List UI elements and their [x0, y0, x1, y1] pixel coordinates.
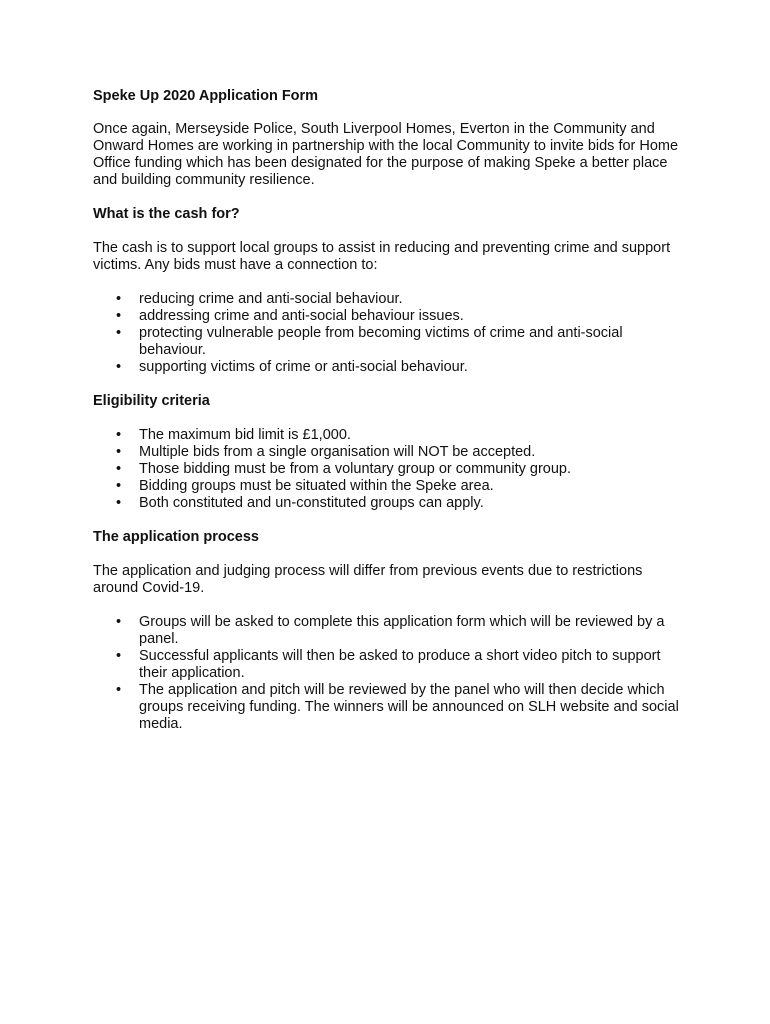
list-item-text: Those bidding must be from a voluntary group or community group.: [139, 461, 571, 477]
list-item: [93, 325, 683, 359]
process-heading: The application process: [93, 529, 259, 545]
list-item-text: Bidding groups must be situated within the Speke area.: [139, 478, 494, 494]
list-item-text: reducing crime and anti-social behaviour.: [139, 291, 403, 307]
list-item-text: Multiple bids from a single organisation will NOT be accepted.: [139, 444, 536, 460]
process-list: [93, 614, 683, 733]
cash-paragraph: The cash is to support local groups to assist in reducing and preventing crime and support victims. Any bids must have a connection to:: [93, 240, 671, 273]
list-item: [93, 359, 683, 376]
list-item-text: The maximum bid limit is £1,000.: [139, 427, 351, 443]
bullet-icon: •: [116, 444, 122, 460]
list-item: [93, 461, 683, 478]
list-item: [93, 614, 683, 648]
intro-paragraph: Once again, Merseyside Police, South Liverpool Homes, Everton in the Community and Onward Homes are working in partnership with the local Community to invite bids for Home Office funding which has been designated for the purpose of making Speke a better place and building community resilience.: [93, 121, 679, 188]
cash-list: [93, 291, 683, 376]
eligibility-list: [93, 427, 683, 512]
list-item: [93, 291, 683, 308]
bullet-icon: •: [116, 614, 122, 630]
list-item-text: Groups will be asked to complete this application form which will be reviewed by a panel.: [139, 614, 665, 647]
list-item-text: protecting vulnerable people from becoming victims of crime and anti-social behaviour.: [139, 325, 623, 358]
list-item: [93, 308, 683, 325]
process-paragraph: The application and judging process will differ from previous events due to restrictions around Covid-19.: [93, 563, 643, 596]
bullet-icon: •: [116, 648, 122, 664]
bullet-icon: •: [116, 359, 122, 375]
eligibility-heading: Eligibility criteria: [93, 393, 210, 409]
list-item-text: The application and pitch will be reviewed by the panel who will then decide which groups receiving funding. The winners will be announced on SLH website and social media.: [139, 682, 679, 732]
bullet-icon: •: [116, 427, 122, 443]
bullet-icon: •: [116, 325, 122, 341]
list-item-text: supporting victims of crime or anti-social behaviour.: [139, 359, 468, 375]
bullet-icon: •: [116, 461, 122, 477]
bullet-icon: •: [116, 478, 122, 494]
list-item: [93, 444, 683, 461]
document-title: Speke Up 2020 Application Form: [93, 88, 319, 104]
list-item: [93, 478, 683, 495]
list-item-text: addressing crime and anti-social behaviour issues.: [139, 308, 464, 324]
list-item: [93, 648, 683, 682]
bullet-icon: •: [116, 291, 122, 307]
list-item: [93, 682, 683, 733]
list-item: [93, 427, 683, 444]
list-item-text: Both constituted and un-constituted groups can apply.: [139, 495, 484, 511]
bullet-icon: •: [116, 308, 122, 324]
list-item-text: Successful applicants will then be asked to produce a short video pitch to support their application.: [139, 648, 661, 681]
bullet-icon: •: [116, 682, 122, 698]
bullet-icon: •: [116, 495, 122, 511]
list-item: [93, 495, 683, 512]
document-page: [93, 88, 683, 733]
cash-heading: What is the cash for?: [93, 206, 240, 222]
